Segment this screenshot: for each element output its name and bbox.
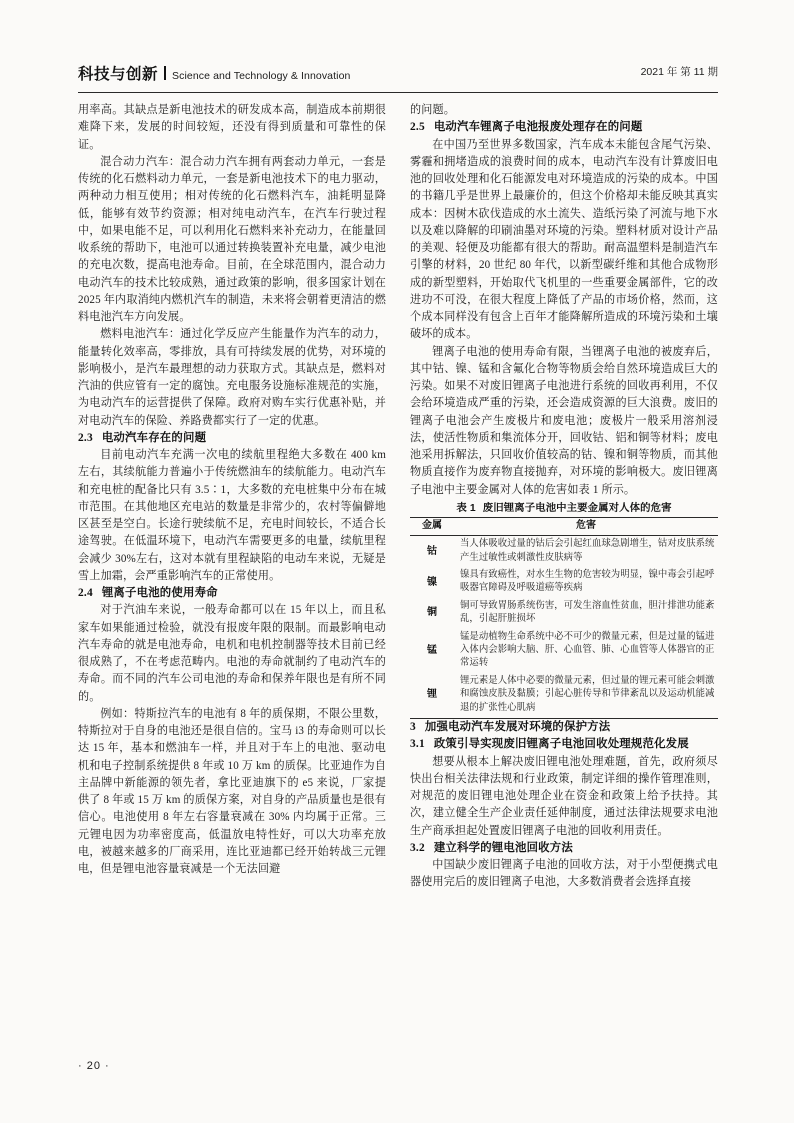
- section-2-4-number: 2.4: [78, 587, 93, 599]
- table-row: [410, 673, 718, 719]
- para-ev-range-problem: 目前电动汽车充满一次电的续航里程绝大多数在 400 km 左右，其续航能力普遍小于传统燃油车的续航能力。电动汽车和充电桩的配备比只有 3.5∶1，大多数的充电桩集中分布在城市范围。在其他地区充电站的数量是非常少的，农村等偏僻地区甚至是空白。长途行驶续航不足，充电时间较长，不适合长途驾驶。在低温环境下，电动汽车需要更多的电量，续航里程会减少 30%左右，这对本就有里程缺陷的电动车来说，无疑是雪上加霜，会严重影响汽车的正常使用。: [78, 449, 386, 582]
- table-metal-harm: [410, 517, 718, 719]
- table-header-row: [410, 517, 718, 535]
- cell-harm: 锂元素是人体中必要的微量元素，但过量的锂元素可能会刺激和腐蚀皮肤及黏膜；引起心脏传导和节律紊乱以及运动机能减退的扩张性心肌病: [454, 673, 718, 719]
- table-row: [410, 536, 718, 567]
- journal-masthead: [78, 62, 350, 84]
- para-fuel-cell-vehicle: 燃料电池汽车：通过化学反应产生能量作为汽车的动力，能量转化效率高，零排放，具有可持续发展的优势，对环境的影响极小，是汽车最理想的动力获取方式。其缺点是，燃料对汽油的供应管有一定的腐蚀。充电服务设施标准规范的实施，为电动汽车的运营提供了保障。政府对购车实行优惠补贴，并对电动汽车的保险、养路费都实行了一定的优惠。: [78, 328, 386, 427]
- section-2-5-title: 电动汽车锂离子电池报废处理存在的问题: [433, 121, 643, 134]
- table-row: [410, 598, 718, 629]
- table-caption-title: 废旧锂离子电池中主要金属对人体的危害: [482, 502, 672, 514]
- table-metal-harm-wrapper: [410, 501, 718, 719]
- section-3-1: [410, 736, 718, 753]
- column-header-harm: 危害: [454, 517, 718, 535]
- cell-metal: 锰: [427, 645, 437, 656]
- para-battery-warranty-examples: 例如：特斯拉汽车的电池有 8 年的质保期，不限公里数，特斯拉对于自身的电池还是很自信的。宝马 i3 的寿命则可以长达 15 年，基本和燃油车一样，并且对于车上的电池、驱动电机和电子控制系统提供 8 年或 10 万 km 的质保。比亚迪作为自主品牌中新能源的领先者，拿比亚迪旗下的 e5 来说，厂家提供了 8 年或 15 万 km 的质保方案，对自身的产品质量也是很有信心。电池使用 8 年左右容量衰减在 30% 内均属于正常。三元锂电因为功率密度高，低温放电特性好，可以大功率充放电，被越来越多的厂商采用，连比亚迪都已经开始转战三元锂电，但是锂电池容量衰减是一个无法回避: [78, 707, 386, 875]
- section-2-4-title: 锂离子电池的使用寿命: [101, 587, 218, 599]
- para-hybrid-vehicle: 混合动力汽车：混合动力汽车拥有两套动力单元，一套是传统的化石燃料动力单元，一套是新电池技术下的电力驱动，两种动力相互使用；相对传统的化石燃料汽车，油耗明显降低，能够有效节约资源；相对纯电动汽车，在汽车行驶过程中，如果电能不足，可以利用化石燃料来补充动力，在能量回收系统的帮助下，电池可以通过转换装置补充电量，减少电池的充电次数，提高电池寿命。目前，在全球范围内，混合动力电动汽车的技术比较成熟，通过政策的影响，很多国家计划在 2025 年内取消纯内燃机汽车的制造，未来将会朝着更清洁的燃料电池汽车方向发展。: [78, 155, 386, 323]
- table-caption-number: 表 1: [456, 502, 476, 514]
- section-2-3-title: 电动汽车存在的问题: [101, 431, 207, 444]
- cell-metal: 钴: [427, 545, 437, 557]
- masthead-divider: [164, 66, 166, 80]
- section-3-2-title: 建立科学的锂电池回收方法: [433, 841, 573, 854]
- page-number: · 20 ·: [78, 1060, 110, 1072]
- section-3-1-title: 政策引导实现废旧锂离子电池回收处理规范化发展: [433, 738, 689, 751]
- left-column: [78, 102, 386, 1052]
- section-2-5-number: 2.5: [410, 121, 425, 134]
- cell-metal: 锂: [410, 673, 454, 719]
- section-3-title: 加强电动汽车发展对环境的保护方法: [424, 721, 611, 734]
- section-2-4: [78, 585, 386, 602]
- para-recycling-method: 中国缺少废旧锂离子电池的回收方法，对于小型便携式电器使用完后的废旧锂离子电池，大多数消费者会选择直接: [410, 859, 718, 889]
- cell-metal: 镍: [427, 576, 437, 588]
- page-header: [78, 62, 718, 86]
- para-battery-lifespan: 对于汽油车来说，一般寿命都可以在 15 年以上，而且私家车如果能通过检验，就没有报废年限的限制。而最影响电动汽车寿命的就是电池寿命，电机和电机控制器等技术目前已经很成熟了，不在考虑范畴内。电池的寿命就制约了电动汽车的寿命。而不同的汽车公司电池的寿命和保养年限也是有所不同的。: [78, 604, 386, 703]
- cell-harm: 锰是动植物生命系统中必不可少的微量元素，但是过量的锰进入体内会影响大脑、肝、心血管、肺、心血管等人体器官的正常运转: [460, 631, 715, 669]
- header-rule: [78, 92, 718, 93]
- para-battery-cost-continued: 用率高。其缺点是新电池技术的研发成本高，制造成本前期很难降下来，发展的时间较短，还没有得到质量和可靠性的保证。: [78, 104, 386, 151]
- table-caption: [410, 501, 718, 517]
- table-row: [410, 629, 718, 673]
- issue-label: 2021 年 第 11 期: [640, 66, 718, 78]
- two-column-body: [78, 102, 718, 1052]
- journal-title-en: Science and Technology & Innovation: [172, 70, 351, 82]
- table-body: [410, 536, 718, 719]
- table-row: [410, 567, 718, 598]
- cell-harm: 当人体吸收过量的钴后会引起红血球急剧增生，钴对皮肤系统产生过敏性或刺激性皮肤病等: [460, 539, 715, 563]
- cell-harm: 铜可导致胃肠系统伤害，可发生溶血性贫血，胆汁排泄功能紊乱，引起肝脏损坏: [460, 600, 715, 625]
- section-2-3: [78, 430, 386, 447]
- section-3-2: [410, 840, 718, 857]
- section-3-1-number: 3.1: [410, 738, 425, 751]
- para-continued-problem: 的问题。: [410, 104, 455, 116]
- section-2-5: [410, 119, 718, 136]
- cell-harm: 镍具有致癌性，对水生生物的危害较为明显，镍中毒会引起呼吸器官障碍及呼吸道癌等疾病: [460, 569, 715, 594]
- para-lithium-battery-waste: 锂离子电池的使用寿命有限，当锂离子电池的被废弃后，其中钴、镍、锰和含氟化合物等物质会给自然环境造成巨大的污染。如果不对废旧锂离子电池进行系统的回收再利用，不仅会给环境造成严重的污染，还会造成资源的巨大浪费。废旧的锂离子电池会产生废极片和废电池；废极片一般采用溶剂浸法，使活性物质和集流体分开，回收钴、铝和铜等材料；废电池采用拆解法，只回收价值较高的钴、镍和铜等物质，而其他物质直接作为废弃物直接抛弃，对环境的影响极大。废旧锂离子电池中主要金属对人体的危害如表 1 所示。: [410, 345, 718, 496]
- cell-metal: 铜: [427, 607, 437, 619]
- section-3-2-number: 3.2: [410, 841, 425, 854]
- right-column: [410, 102, 718, 1052]
- column-header-metal: 金属: [410, 517, 454, 535]
- para-hidden-cost: 在中国乃至世界多数国家，汽车成本未能包含尾气污染、雾霾和拥堵造成的浪费时间的成本，电动汽车没有计算废旧电池的回收处理和化石能源发电对环境造成的污染的成本。中国的书籍几乎是世界上最廉价的，但这个价格却未能反映其真实成本：因树木砍伐造成的水土流失、造纸污染了河流与地下水以及难以降解的印刷油墨对环境的污染。塑料材质对设计产品的美观、轻便及功能都有很大的帮助。耐高温塑料是制造汽车引擎的材料，20 世纪 80 年代，以新型碳纤维和其他合成物形成的新型塑料，开始取代飞机里的一些重要金属部件，它的改进功不可没，在很大程度上降低了产品的市场价格，然而，这个成本同样没有包含上百年才能降解所造成的环境污染和土壤破坏的成本。: [410, 138, 718, 341]
- para-policy-guidance: 想要从根本上解决废旧锂电池处理难题，首先，政府须尽快出台相关法律法规和行业政策，制定详细的操作管理准则，对规范的废旧锂电池处理企业在资金和政策上给予扶持。其次，建立健全生产企业责任延伸制度，通过法律法规要求电池生产商承担起处置废旧锂离子电池的回收利用责任。: [410, 755, 718, 837]
- section-3: [410, 719, 718, 736]
- section-3-number: 3: [410, 721, 416, 734]
- journal-title-cn: 科技与创新: [78, 66, 159, 83]
- section-2-3-number: 2.3: [78, 431, 93, 444]
